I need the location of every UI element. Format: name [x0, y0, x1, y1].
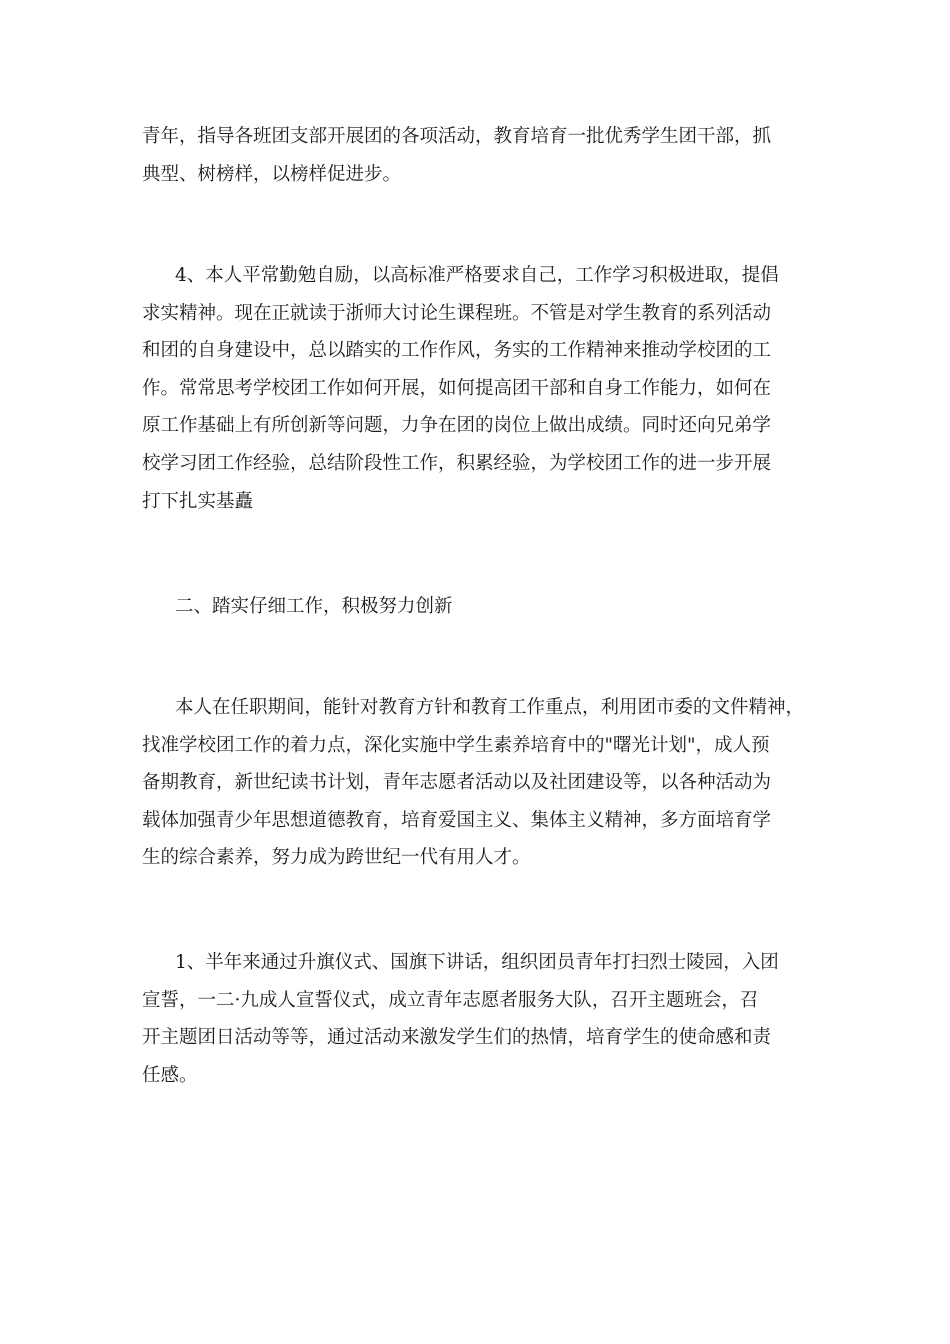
text-line: 原工作基础上有所创新等问题，力争在团的岗位上做出成绩。同时还向兄弟学 [142, 415, 772, 437]
paragraph-point-1 [142, 944, 810, 1094]
text-line: 4、本人平常勤勉自励，以高标准严格要求自己，工作学习积极进取，提倡 [175, 265, 779, 286]
paragraph-tenure-summary [142, 689, 810, 877]
text-line: 载体加强青少年思想道德教育，培育爱国主义、集体主义精神，多方面培育学 [142, 809, 772, 831]
text-line: 青年，指导各班团支部开展团的各项活动，教育培育一批优秀学生团干部，抓 [142, 126, 772, 147]
text-line: 典型、树榜样，以榜样促进步。 [142, 163, 402, 185]
text-line: 和团的自身建设中，总以踏实的工作作风，务实的工作精神来推动学校团的工 [142, 340, 772, 362]
section-heading-2 [142, 588, 810, 626]
text-line: 1、半年来通过升旗仪式、国旗下讲话，组织团员青年打扫烈士陵园，入团 [175, 952, 779, 973]
text-line: 生的综合素养，努力成为跨世纪一代有用人才。 [142, 847, 531, 869]
text-line: 任感。 [142, 1064, 198, 1086]
text-line: 备期教育，新世纪读书计划，青年志愿者活动以及社团建设等，以各种活动为 [142, 772, 772, 794]
text-line: 打下扎实基矗 [142, 490, 254, 512]
text-line: 本人在任职期间，能针对教育方针和教育工作重点，利用团市委的文件精神， [175, 697, 805, 718]
text-line: 校学习团工作经验，总结阶段性工作，积累经验，为学校团工作的进一步开展 [142, 452, 772, 474]
text-line: 宣誓，一二·九成人宣誓仪式，成立青年志愿者服务大队，召开主题班会，召 [142, 989, 759, 1011]
text-line: 找准学校团工作的着力点，深化实施中学生素养培育中的"曙光计划"，成人预 [142, 734, 770, 756]
section-heading-text: 二、踏实仔细工作，积极努力创新 [175, 596, 453, 617]
paragraph-youth-guidance [142, 118, 810, 193]
paragraph-point-4 [142, 257, 810, 520]
text-line: 开主题团日活动等等，通过活动来激发学生们的热情，培育学生的使命感和责 [142, 1027, 772, 1049]
text-line: 求实精神。现在正就读于浙师大讨论生课程班。不管是对学生教育的系列活动 [142, 302, 772, 324]
text-line: 作。常常思考学校团工作如何开展，如何提高团干部和自身工作能力，如何在 [142, 377, 772, 399]
